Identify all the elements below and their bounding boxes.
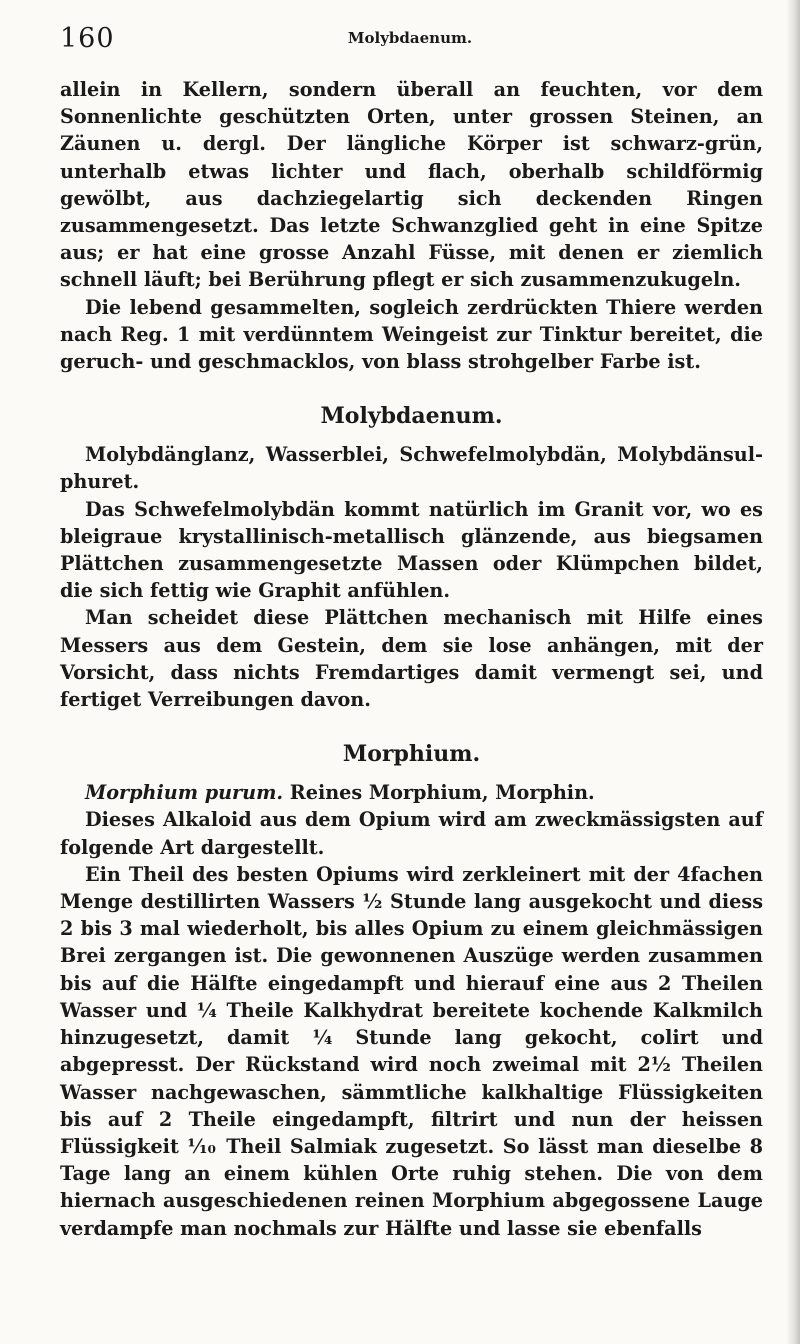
page-edge-shadow [786, 0, 800, 1344]
page-body [60, 76, 763, 1242]
paragraph-tinktur: Die lebend gesammelten, sogleich zerdrückten Thiere werden nach Reg. 1 mit verdünntem Weingeist zur Tinktur bereitet, die geruch- und geschmacklos, von blass strohgelber Farbe ist. [60, 295, 763, 374]
page-number: 160 [60, 23, 115, 54]
section-title-morphium: Morphium. [342, 741, 481, 768]
paragraph-occurrence: Das Schwefelmolybdän kommt natürlich im Granit vor, wo es bleigraue krystallinisch-metallisch glänzende, aus biegsamen Plättchen zusammengesetzte Massen oder Klümpchen bildet, die sich fettig wie Graphit anfühlen. [60, 497, 763, 603]
paragraph-alkaloid: Dieses Alkaloid aus dem Opium wird am zweckmässigsten auf folgende Art dargestellt. [60, 808, 763, 859]
paragraph-preparation-molybdaenum: Man scheidet diese Plättchen mechanisch mit Hilfe eines Messers aus dem Gestein, dem sie lose anhängen, mit der Vorsicht, dass nichts Fremdartiges damit vermengt sei, und fertiget Verreibungen davon. [60, 606, 763, 712]
synonyms-text: Reines Morphium, Morphin. [283, 781, 595, 805]
running-head: Molybdaenum. [347, 29, 473, 47]
paragraph-continuation: allein in Kellern, sondern überall an feuchten, vor dem Sonnenlichte geschützten Orten, unter grossen Steinen, an Zäunen u. dergl. Der längliche Körper ist schwarz-grün, unterhalb etwas lichter und flach, oberhalb schildförmig gewölbt, aus dachziegelartig sich deckenden Ringen zusammengesetzt. Das letzte Schwanzglied geht in eine Spitze aus; er hat eine grosse Anzahl Füsse, mit denen er ziemlich schnell läuft; bei Berührung pflegt er sich zusammenzukugeln. [60, 78, 763, 292]
latin-name: Morphium purum. [84, 781, 284, 805]
paragraph-procedure: Ein Theil des besten Opiums wird zerkleinert mit der 4fachen Menge destillirten Wassers ½ Stunde lang ausgekocht und diess 2 bis 3 mal wiederholt, bis alles Opium zu einem gleichmässigen Brei zergangen ist. Die gewonnenen Auszüge werden zusammen bis auf die Hälfte eingedampft und hierauf eine aus 2 Theilen Wasser und ¼ Theile Kalkhydrat bereitete kochende Kalkmilch hinzugesetzt, damit ¼ Stunde lang gekocht, colirt und abgepresst. Der Rückstand wird noch zweimal mit 2½ Theilen Wasser nachgewaschen, sämmtliche kalkhaltige Flüssigkeiten bis auf 2 Theile eingedampft, filtrirt und nun der heissen Flüssigkeit ⅒ Theil Salmiak zugesetzt. So lässt man dieselbe 8 Tage lang an einem kühlen Orte ruhig stehen. Die von dem hiernach ausgeschiedenen reinen Morphium abgegossene Lauge verdampfe man nochmals zur Hälfte und lasse sie ebenfalls [60, 862, 763, 1240]
section-title-molybdaenum: Molybdaenum. [320, 403, 503, 430]
paragraph-synonyms-molybdaenum: Molybdänglanz, Wasserblei, Schwefelmolybdän, Molybdänsulphuret. [60, 443, 763, 494]
paragraph-synonyms-morphium [60, 779, 763, 806]
page-header [60, 22, 760, 56]
